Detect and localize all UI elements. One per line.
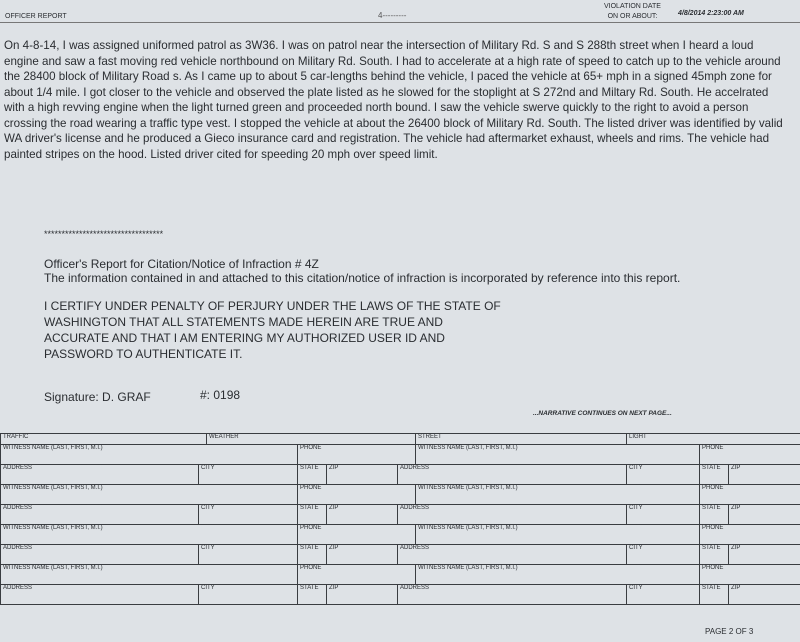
- state-field[interactable]: [700, 465, 729, 485]
- address-label: ADDRESS: [3, 545, 33, 551]
- state-field[interactable]: [298, 505, 327, 525]
- phone-field[interactable]: [298, 525, 416, 545]
- address-field[interactable]: [1, 505, 199, 525]
- phone-label: PHONE: [300, 525, 322, 531]
- witness-name-field[interactable]: [416, 485, 700, 505]
- witness-name-label: WITNESS NAME (LAST, FIRST, M.I.): [3, 525, 103, 531]
- signature: Signature: D. GRAF: [44, 390, 151, 404]
- state-label: STATE: [702, 545, 721, 551]
- zip-label: ZIP: [731, 505, 741, 511]
- zip-field[interactable]: [327, 545, 398, 565]
- city-field[interactable]: [199, 465, 298, 485]
- witness-name-field[interactable]: [416, 525, 700, 545]
- narrative-text: On 4-8-14, I was assigned uniformed patrol as 3W36. I was on patrol near the intersection of Military Rd. S and S 288th street when I heard a loud engine and saw a fast moving red vehicle northbound on Military Rd. South. I had to accelerate at a high rate of speed to catch up to the vehicle around the 28400 block of Military Road s. As I came up to about 5 car-lengths behind the vehicle, I paced the vehicle at 65+ mph in a signed 45mph zone for about 1/4 mile. I got closer to the vehicle and observed the plate listed as he slowed for the stoplight at S 272nd and Miltary Rd. South. He accelrated with a high revving engine when the light turned green and proceeded north bound. I saw the vehicle swerve quickly to the right to avoid a person crossing the road wearing a traffic type vest. I stopped the vehicle at about the 26400 block of Military Rd. South. The listed driver was identified by valid WA driver's license and he produced a Gieco insurance card and registration. The vehicle had aftermarket exhaust, wheels and rims. The vehicle had painted stripes on the hood. Listed driver cited for speeding 20 mph over speed limit.: [4, 39, 783, 161]
- witness-form-table: [0, 433, 800, 605]
- witness-row-2: [1, 485, 800, 505]
- city-label: CITY: [201, 585, 215, 591]
- zip-label: ZIP: [329, 545, 339, 551]
- phone-label: PHONE: [702, 525, 724, 531]
- address-label: ADDRESS: [400, 585, 430, 591]
- weather-label: WEATHER: [209, 434, 239, 440]
- address-row-4: [1, 585, 800, 605]
- address-row-2: [1, 505, 800, 525]
- city-label: CITY: [201, 545, 215, 551]
- phone-label: PHONE: [300, 485, 322, 491]
- badge-number: #: 0198: [200, 388, 241, 402]
- address-field[interactable]: [398, 585, 627, 605]
- witness-name-label: WITNESS NAME (LAST, FIRST, M.I.): [418, 445, 518, 451]
- state-field[interactable]: [298, 545, 327, 565]
- phone-field[interactable]: [700, 445, 800, 465]
- phone-label: PHONE: [702, 565, 724, 571]
- witness-row-4: [1, 565, 800, 585]
- state-label: STATE: [300, 545, 319, 551]
- witness-name-label: WITNESS NAME (LAST, FIRST, M.I.): [418, 485, 518, 491]
- certification-line-2: WASHINGTON THAT ALL STATEMENTS MADE HEREIN ARE TRUE AND: [44, 315, 443, 329]
- state-label: STATE: [702, 585, 721, 591]
- city-label: CITY: [201, 465, 215, 471]
- phone-field[interactable]: [700, 565, 800, 585]
- city-label: CITY: [629, 505, 643, 511]
- city-field[interactable]: [199, 585, 298, 605]
- address-field[interactable]: [1, 465, 199, 485]
- phone-label: PHONE: [300, 445, 322, 451]
- state-label: STATE: [702, 505, 721, 511]
- page-number: PAGE 2 OF 3: [705, 627, 754, 636]
- address-label: ADDRESS: [3, 585, 33, 591]
- zip-field[interactable]: [729, 545, 800, 565]
- traffic-cell: [1, 434, 207, 445]
- incorporation-line: The information contained in and attached to this citation/notice of infraction is incorporated by reference into this report.: [44, 271, 681, 285]
- street-label: STREET: [418, 434, 442, 440]
- zip-field[interactable]: [729, 505, 800, 525]
- phone-label: PHONE: [300, 565, 322, 571]
- phone-label: PHONE: [702, 485, 724, 491]
- witness-name-field[interactable]: [1, 445, 298, 465]
- address-label: ADDRESS: [400, 465, 430, 471]
- city-label: CITY: [201, 505, 215, 511]
- address-label: ADDRESS: [3, 505, 33, 511]
- city-field[interactable]: [199, 545, 298, 565]
- phone-field[interactable]: [298, 445, 416, 465]
- city-label: CITY: [629, 465, 643, 471]
- witness-name-label: WITNESS NAME (LAST, FIRST, M.I.): [418, 565, 518, 571]
- state-field[interactable]: [700, 545, 729, 565]
- phone-field[interactable]: [298, 565, 416, 585]
- city-field[interactable]: [627, 585, 700, 605]
- state-label: STATE: [300, 585, 319, 591]
- witness-name-label: WITNESS NAME (LAST, FIRST, M.I.): [3, 565, 103, 571]
- address-field[interactable]: [398, 505, 627, 525]
- violation-date-label-1: VIOLATION DATE: [604, 3, 661, 10]
- state-field[interactable]: [700, 585, 729, 605]
- zip-field[interactable]: [327, 465, 398, 485]
- witness-name-field[interactable]: [1, 565, 298, 585]
- phone-field[interactable]: [700, 485, 800, 505]
- zip-label: ZIP: [731, 585, 741, 591]
- header-divider: [0, 22, 800, 23]
- traffic-label: TRAFFIC: [3, 434, 29, 440]
- witness-name-field[interactable]: [416, 565, 700, 585]
- state-field[interactable]: [700, 505, 729, 525]
- city-field[interactable]: [627, 505, 700, 525]
- zip-label: ZIP: [329, 505, 339, 511]
- light-label: LIGHT: [629, 434, 647, 440]
- zip-label: ZIP: [329, 465, 339, 471]
- citation-line: Officer's Report for Citation/Notice of Infraction # 4Z: [44, 257, 319, 271]
- certification-line-1: I CERTIFY UNDER PENALTY OF PERJURY UNDER THE LAWS OF THE STATE OF: [44, 299, 501, 313]
- address-row-1: [1, 465, 800, 485]
- witness-row-1: [1, 445, 800, 465]
- zip-label: ZIP: [731, 465, 741, 471]
- witness-name-field[interactable]: [1, 485, 298, 505]
- state-label: STATE: [300, 465, 319, 471]
- zip-label: ZIP: [731, 545, 741, 551]
- weather-cell: [207, 434, 416, 445]
- address-row-3: [1, 545, 800, 565]
- city-field[interactable]: [627, 465, 700, 485]
- witness-row-3: [1, 525, 800, 545]
- violation-date-label-2: ON OR ABOUT:: [607, 13, 658, 20]
- witness-name-label: WITNESS NAME (LAST, FIRST, M.I.): [418, 525, 518, 531]
- city-field[interactable]: [627, 545, 700, 565]
- witness-name-field[interactable]: [1, 525, 298, 545]
- report-number: 4---------: [378, 11, 407, 20]
- address-field[interactable]: [398, 465, 627, 485]
- phone-field[interactable]: [700, 525, 800, 545]
- light-cell: [627, 434, 800, 445]
- address-field[interactable]: [398, 545, 627, 565]
- witness-name-label: WITNESS NAME (LAST, FIRST, M.I.): [3, 485, 103, 491]
- address-label: ADDRESS: [400, 505, 430, 511]
- address-label: ADDRESS: [400, 545, 430, 551]
- report-title: OFFICER REPORT: [5, 13, 67, 20]
- state-label: STATE: [702, 465, 721, 471]
- conditions-row: [1, 434, 800, 445]
- zip-field[interactable]: [729, 585, 800, 605]
- city-label: CITY: [629, 585, 643, 591]
- certification-line-4: PASSWORD TO AUTHENTICATE IT.: [44, 347, 243, 361]
- zip-field[interactable]: [729, 465, 800, 485]
- violation-date-label: [604, 2, 661, 22]
- witness-name-label: WITNESS NAME (LAST, FIRST, M.I.): [3, 445, 103, 451]
- zip-field[interactable]: [327, 585, 398, 605]
- continues-note: ...NARRATIVE CONTINUES ON NEXT PAGE...: [533, 410, 672, 417]
- street-cell: [416, 434, 627, 445]
- certification-line-3: ACCURATE AND THAT I AM ENTERING MY AUTHORIZED USER ID AND: [44, 331, 445, 345]
- zip-label: ZIP: [329, 585, 339, 591]
- state-label: STATE: [300, 505, 319, 511]
- state-field[interactable]: [298, 465, 327, 485]
- witness-name-field[interactable]: [416, 445, 700, 465]
- city-label: CITY: [629, 545, 643, 551]
- state-field[interactable]: [298, 585, 327, 605]
- address-label: ADDRESS: [3, 465, 33, 471]
- city-field[interactable]: [199, 505, 298, 525]
- phone-label: PHONE: [702, 445, 724, 451]
- zip-field[interactable]: [327, 505, 398, 525]
- phone-field[interactable]: [298, 485, 416, 505]
- address-field[interactable]: [1, 545, 199, 565]
- address-field[interactable]: [1, 585, 199, 605]
- separator-stars: **********************************: [44, 229, 164, 239]
- violation-date-value: 4/8/2014 2:23:00 AM: [678, 10, 744, 17]
